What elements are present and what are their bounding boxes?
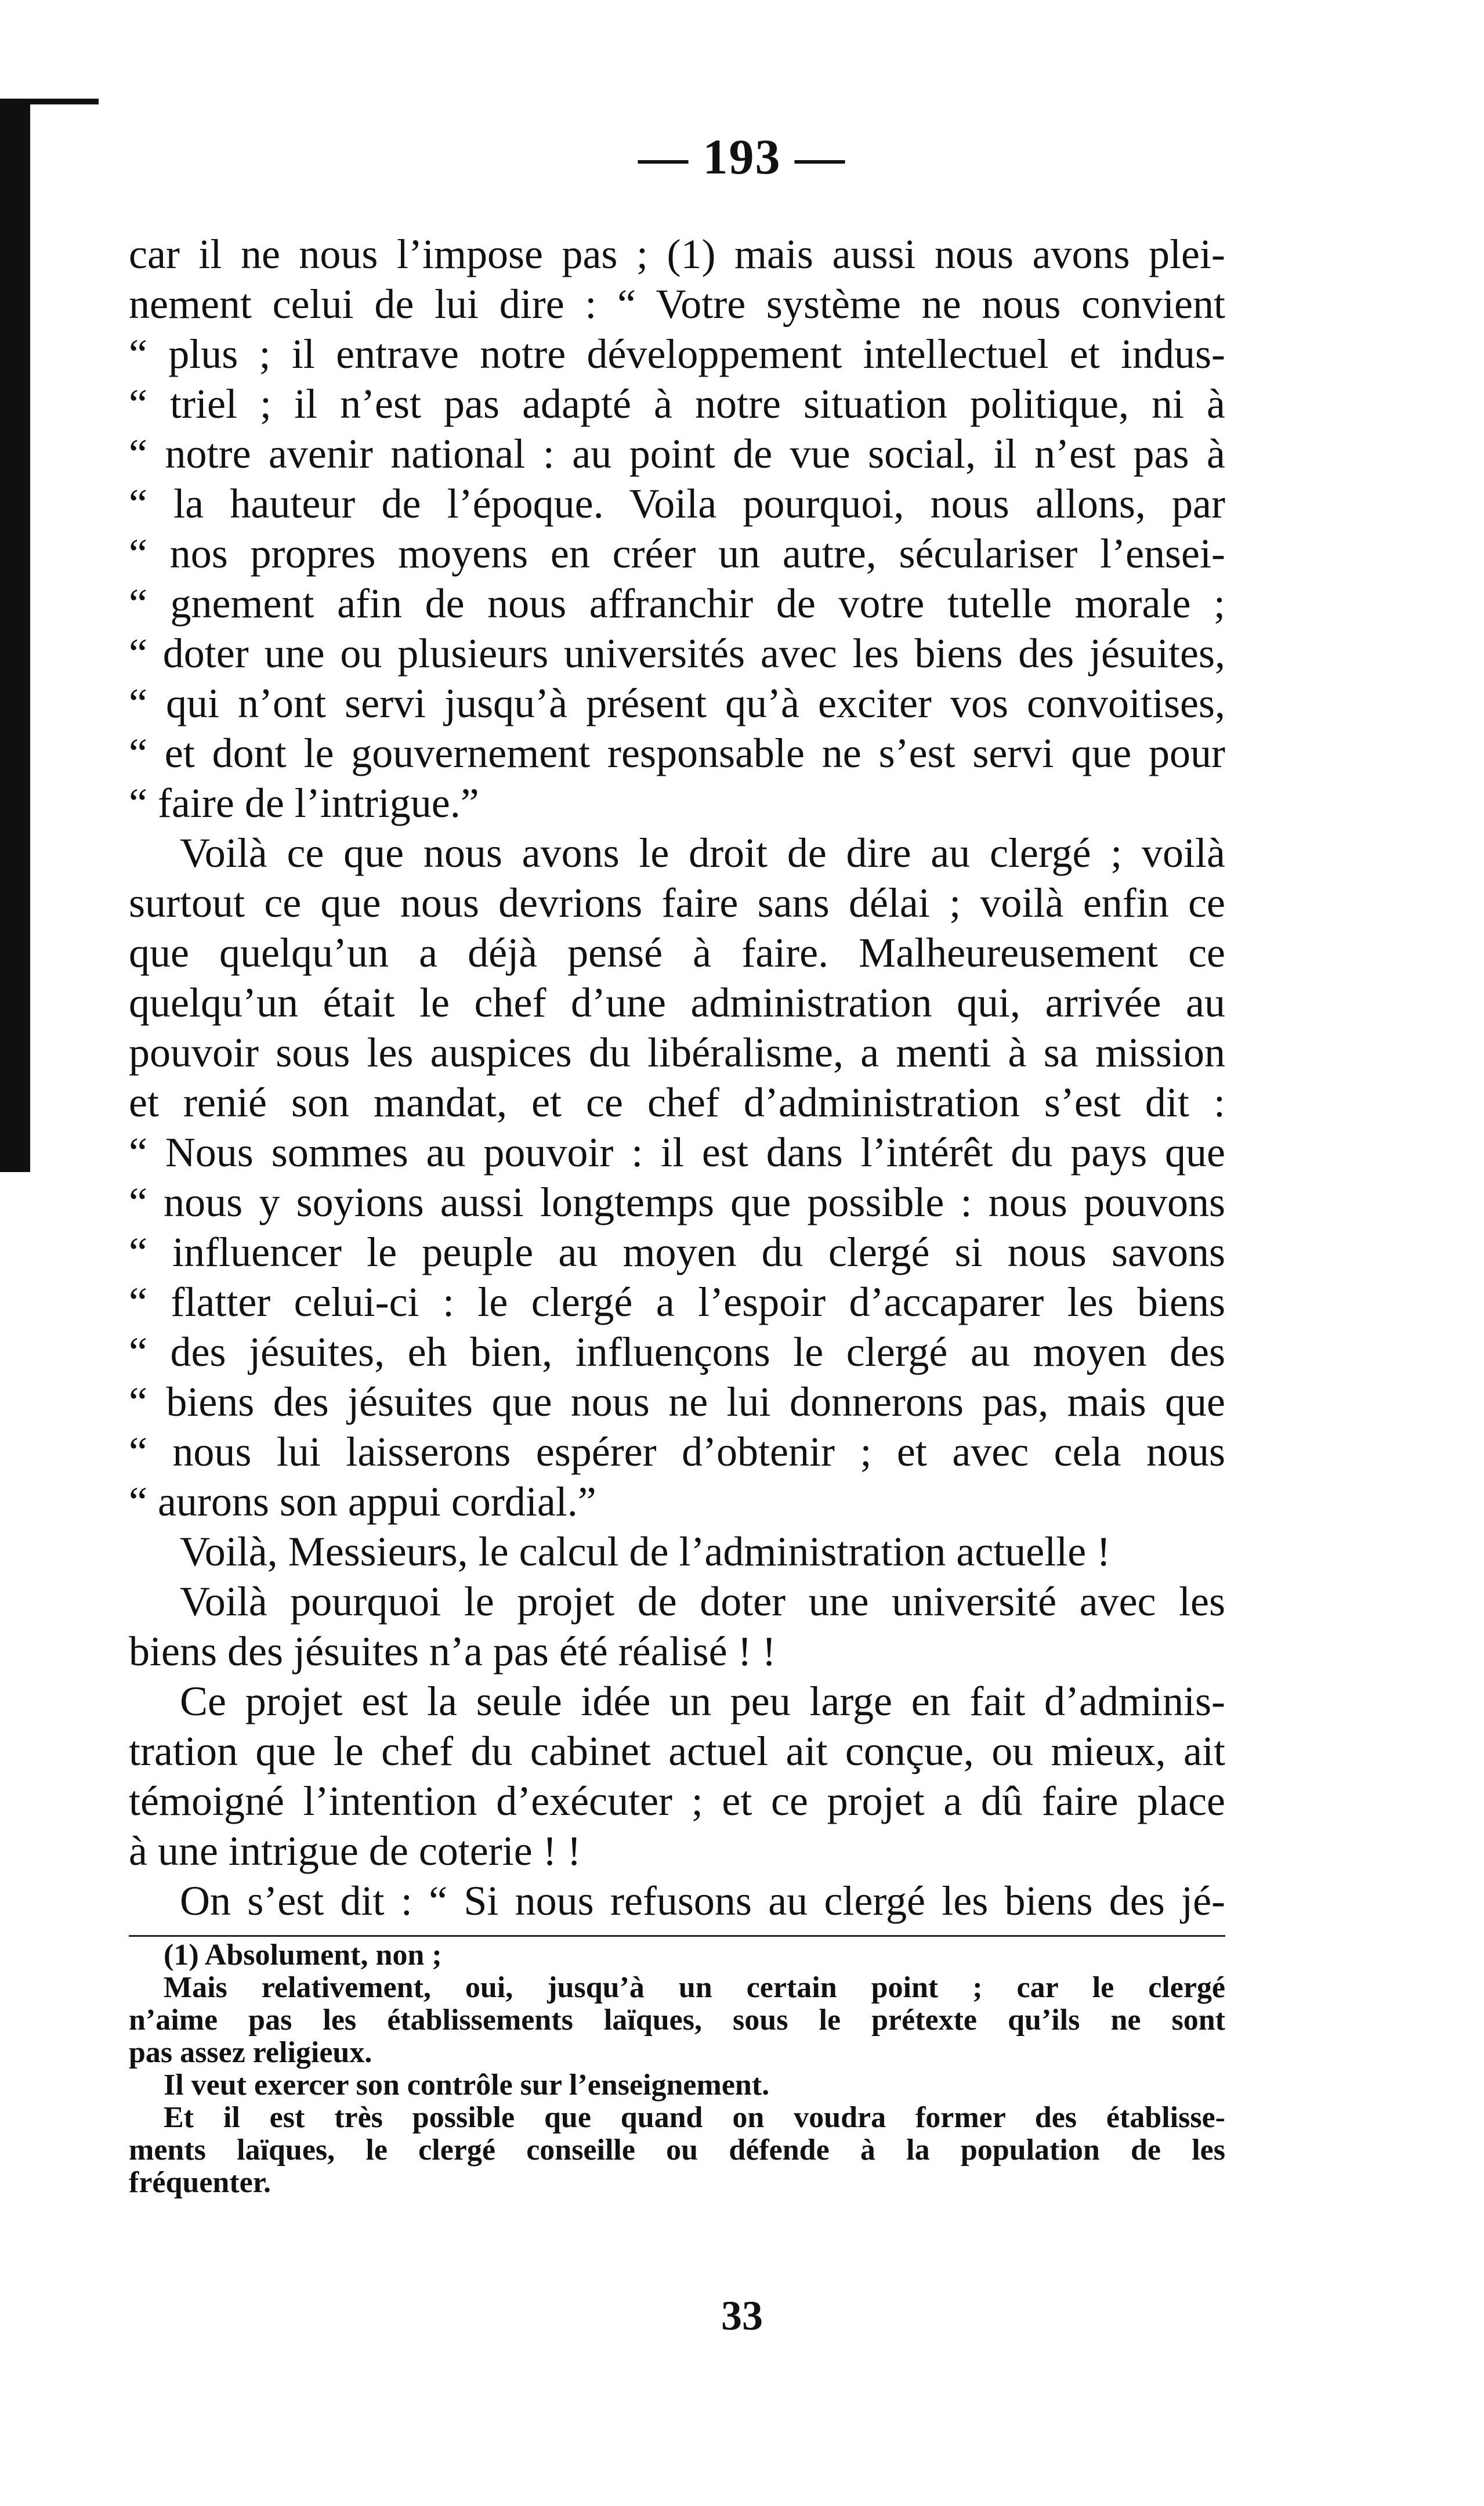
- signature-mark: 33: [721, 2292, 763, 2339]
- body_lines-line: “ nous y soyions aussi longtemps que possible : nous pouvons: [129, 1179, 1225, 1225]
- body_lines-line: quelqu’un était le chef d’une administration qui, arrivée au: [129, 979, 1225, 1026]
- body_lines-line: “ plus ; il entrave notre développement intellectuel et indus-: [129, 331, 1225, 377]
- body_lines-line: Voilà pourquoi le projet de doter une université avec les: [180, 1578, 1225, 1625]
- body_lines-line: pouvoir sous les auspices du libéralisme, a menti à sa mission: [129, 1029, 1225, 1076]
- footnote_lines-line: Il veut exercer son contrôle sur l’enseignement.: [164, 2069, 770, 2102]
- footnote_lines-line: ments laïques, le clergé conseille ou défende à la population de les: [129, 2134, 1225, 2167]
- body_lines-line: que quelqu’un a déjà pensé à faire. Malheureusement ce: [129, 930, 1225, 976]
- body_lines-line: “ nous lui laisserons espérer d’obtenir ; et avec cela nous: [129, 1429, 1225, 1475]
- body_lines-line: “ faire de l’intrigue.”: [129, 780, 479, 826]
- body_lines-line: “ influencer le peuple au moyen du clergé si nous savons: [129, 1229, 1225, 1275]
- footnote_lines-line: fréquenter.: [129, 2167, 272, 2199]
- body_lines-line: Voilà ce que nous avons le droit de dire au clergé ; voilà: [180, 830, 1225, 876]
- body_lines-line: car il ne nous l’impose pas ; (1) mais aussi nous avons plei-: [129, 231, 1225, 277]
- body_lines-line: “ et dont le gouvernement responsable ne s’est servi que pour: [129, 730, 1225, 776]
- body_lines-line: Ce projet est la seule idée un peu large en fait d’adminis-: [180, 1678, 1225, 1724]
- body_lines-line: nement celui de lui dire : “ Votre système ne nous convient: [129, 281, 1225, 327]
- body_lines-line: “ la hauteur de l’époque. Voila pourquoi, nous allons, par: [129, 480, 1225, 527]
- body_lines-line: Voilà, Messieurs, le calcul de l’administration actuelle !: [180, 1528, 1111, 1575]
- page-number-header: — 193 —: [638, 129, 846, 185]
- body_lines-line: “ qui n’ont servi jusqu’à présent qu’à exciter vos convoitises,: [129, 680, 1225, 726]
- body_lines-line: “ gnement afin de nous affranchir de votre tutelle morale ;: [129, 580, 1225, 627]
- body_lines-line: témoigné l’intention d’exécuter ; et ce projet a dû faire place: [129, 1778, 1225, 1824]
- body_lines-line: et renié son mandat, et ce chef d’administration s’est dit :: [129, 1079, 1225, 1126]
- footnote_lines-line: (1) Absolument, non ;: [164, 1939, 442, 1972]
- body-text: [129, 229, 1225, 1926]
- body_lines-line: “ notre avenir national : au point de vue social, il n’est pas à: [129, 431, 1225, 477]
- footnote_lines-line: Mais relativement, oui, jusqu’à un certain point ; car le clergé: [164, 1972, 1225, 2004]
- body_lines-line: “ flatter celui-ci : le clergé a l’espoir d’accaparer les biens: [129, 1279, 1225, 1325]
- body_lines-line: On s’est dit : “ Si nous refusons au clergé les biens des jé-: [180, 1878, 1225, 1924]
- body_lines-line: biens des jésuites n’a pas été réalisé ! !: [129, 1628, 776, 1675]
- body_lines-line: “ doter une ou plusieurs universités avec les biens des jésuites,: [129, 630, 1225, 677]
- body_lines-line: “ biens des jésuites que nous ne lui donnerons pas, mais que: [129, 1379, 1225, 1425]
- body_lines-line: “ nos propres moyens en créer un autre, séculariser l’ensei-: [129, 530, 1225, 577]
- body_lines-line: tration que le chef du cabinet actuel ait conçue, ou mieux, ait: [129, 1728, 1225, 1774]
- body_lines-line: surtout ce que nous devrions faire sans délai ; voilà enfin ce: [129, 880, 1225, 926]
- body_lines-line: “ Nous sommes au pouvoir : il est dans l’intérêt du pays que: [129, 1129, 1225, 1176]
- footnote_lines-line: n’aime pas les établissements laïques, sous le prétexte qu’ils ne sont: [129, 2004, 1225, 2037]
- footnote_lines-line: Et il est très possible que quand on voudra former des établisse-: [164, 2102, 1225, 2134]
- footnote_lines-line: pas assez religieux.: [129, 2037, 372, 2069]
- body_lines-line: “ triel ; il n’est pas adapté à notre situation politique, ni à: [129, 381, 1225, 427]
- left-margin-rule: [0, 99, 30, 1172]
- body_lines-line: “ des jésuites, eh bien, influençons le clergé au moyen des: [129, 1329, 1225, 1375]
- footnotes: [129, 1939, 1225, 2199]
- body_lines-line: “ aurons son appui cordial.”: [129, 1478, 596, 1525]
- footnote-separator: [129, 1935, 1225, 1937]
- body_lines-line: à une intrigue de coterie ! !: [129, 1828, 581, 1874]
